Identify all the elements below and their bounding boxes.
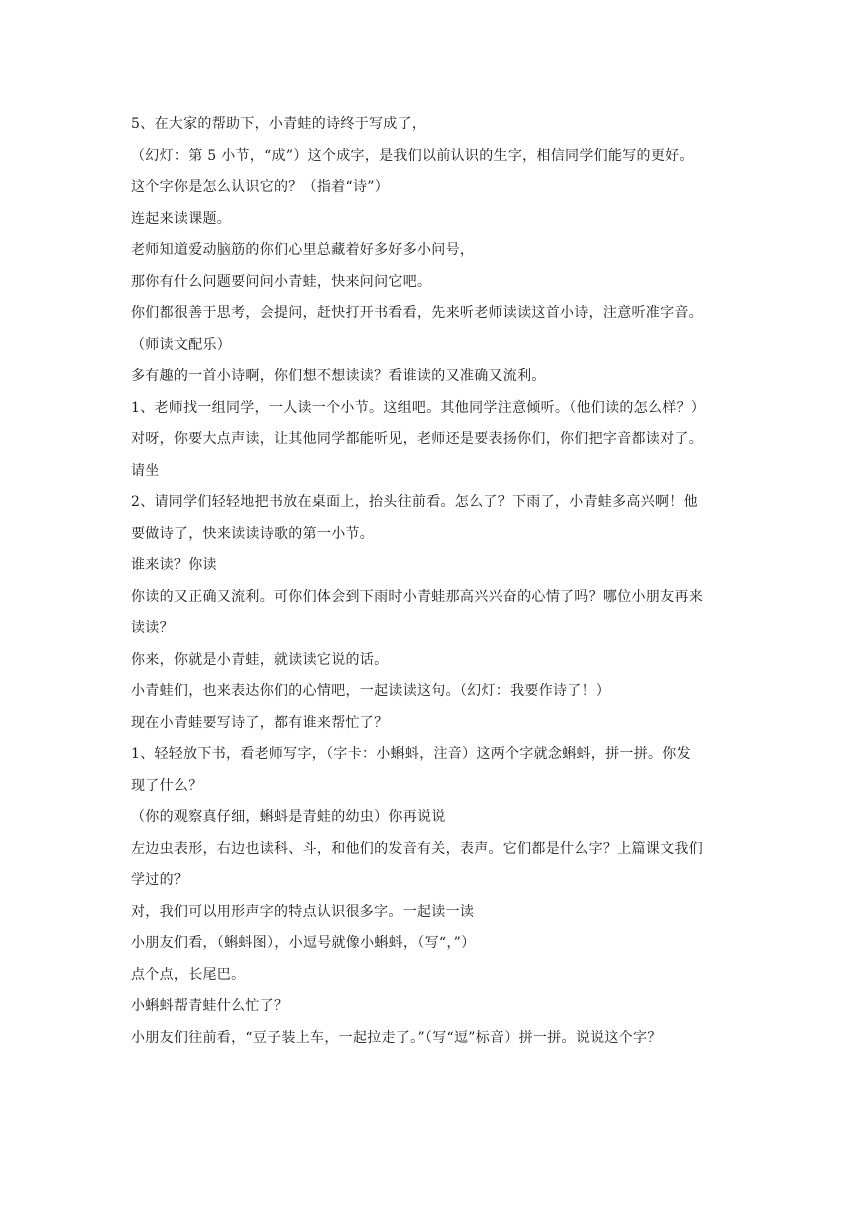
text-line: 对呀，你要大点声读，让其他同学都能听见，老师还是要表扬你们，你们把字音都读对了。 [131,431,703,447]
text-line: 现了什么？ [131,777,203,794]
text-line: （幻灯：第 5 小节，“成”）这个成字，是我们以前认识的生字，相信同学们能写的更好。 [131,147,694,164]
text-line: 这个字你是怎么认识它的？（指着“诗”） [131,179,390,195]
text-line: 你来，你就是小青蛙，就读读它说的话。 [131,651,389,668]
text-line: 5、在大家的帮助下，小青蛙的诗终于写成了， [131,116,427,132]
text-line: 2、请同学们轻轻地把书放在桌面上，抬头往前看。怎么了？下雨了，小青蛙多高兴啊！他 [131,494,698,510]
text-line: 小朋友们往前看，“豆子装上车，一起拉走了。”（写“逗”标音）拼一拼。说说这个字？ [131,1029,662,1046]
text-line: 老师知道爱动脑筋的你们心里总藏着好多好多小问号， [131,242,475,258]
text-line: 那你有什么问题要问问小青蛙，快来问问它吧。 [131,273,432,290]
text-line: 点个点，长尾巴。 [131,966,246,983]
text-line: 读读？ [131,620,174,636]
text-line: （你的观察真仔细，蝌蚪是青蛙的幼虫）你再说说 [131,809,446,825]
text-line: 小朋友们看，（蝌蚪图），小逗号就像小蝌蚪，（写“，”） [131,935,476,951]
text-line: （师读文配乐） [131,336,232,353]
text-line: 对，我们可以用形声字的特点认识很多字。一起读一读 [131,903,475,920]
document-body [131,109,741,1054]
text-line: 要做诗了，快来读读诗歌的第一小节。 [131,525,375,542]
text-line: 你读的又正确又流利。可你们体会到下雨时小青蛙那高兴兴奋的心情了吗？哪位小朋友再来 [131,588,703,605]
text-line: 小青蛙们，也来表达你们的心情吧，一起读读这句。（幻灯：我要作诗了！） [131,683,611,699]
text-line: 1、老师找一组同学，一人读一个小节。这组吧。其他同学注意倾听。（他们读的怎么样？） [131,399,706,416]
text-line: 现在小青蛙要写诗了，都有谁来帮忙了？ [131,714,389,731]
text-line: 多有趣的一首小诗啊，你们想不想读读？看谁读的又准确又流利。 [131,368,546,384]
text-line: 请坐 [131,462,160,479]
text-line: 连起来读课题。 [131,210,232,227]
text-line: 学过的？ [131,872,189,888]
text-line: 1、轻轻放下书，看老师写字，（字卡：小蝌蚪，注音）这两个字就念蝌蚪，拼一拼。你发 [131,746,691,762]
text-line: 小蝌蚪帮青蛙什么忙了？ [131,998,289,1014]
text-line: 左边虫表形，右边也读科、斗，和他们的发音有关，表声。它们都是什么字？上篇课文我们 [131,840,703,857]
text-line: 谁来读？你读 [131,557,217,573]
text-line: 你们都很善于思考，会提问，赶快打开书看看，先来听老师读读这首小诗，注意听准字音。 [131,305,703,321]
